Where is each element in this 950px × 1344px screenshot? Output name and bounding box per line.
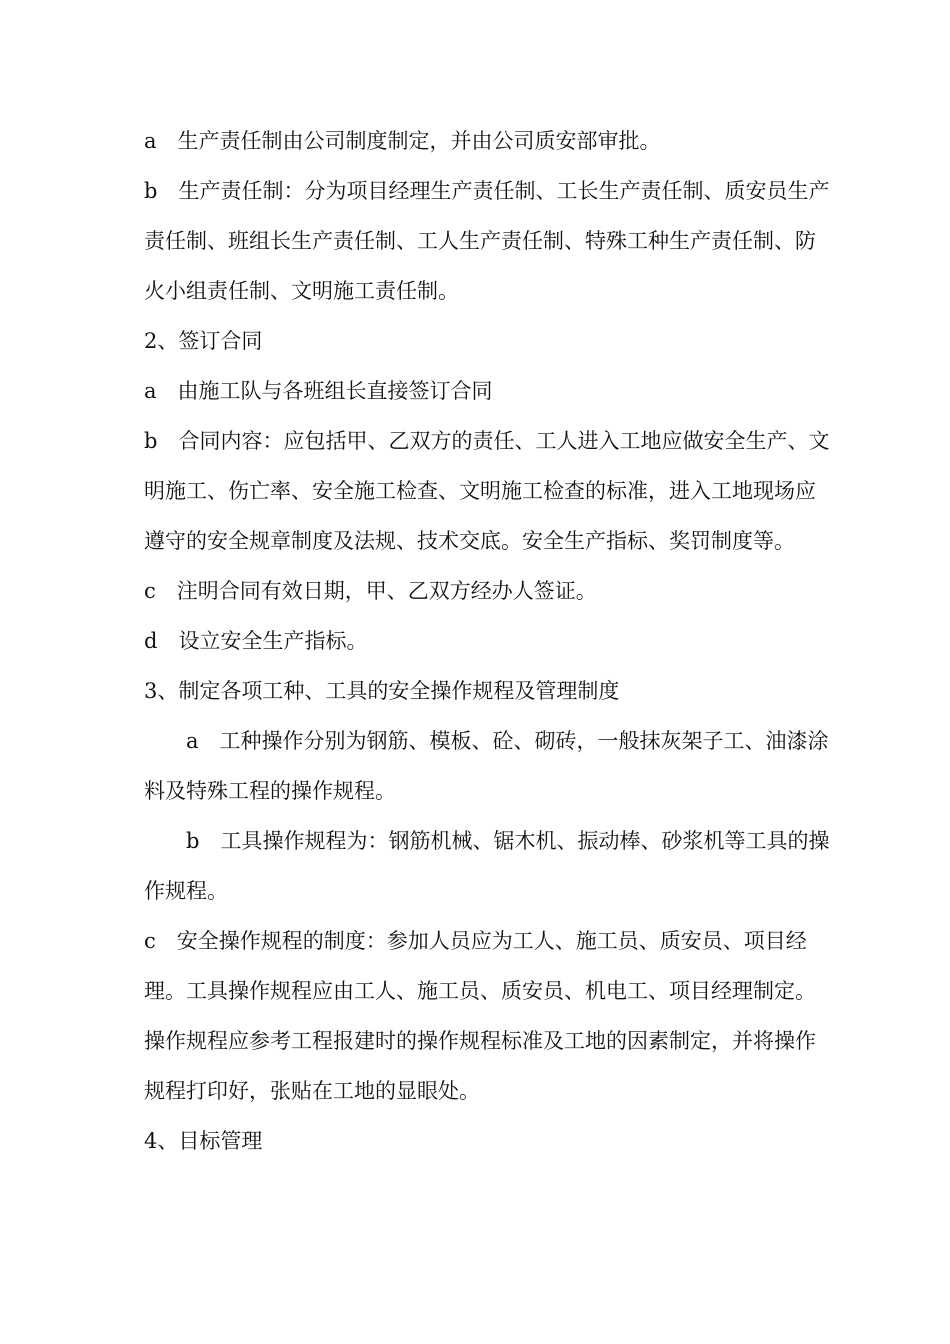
paragraph-b-contract-content: b 合同内容：应包括甲、乙双方的责任、工人进入工地应做安全生产、文明施工、伤亡率、安全施工检查、文明施工检查的标准，进入工地现场应遵守的安全规章制度及法规、技术交底。安全生产指标、奖罚制度等。 — [144, 429, 830, 553]
paragraph-a-responsibility-approval: a 生产责任制由公司制度制定，并由公司质安部审批。 — [144, 129, 661, 153]
heading-4-target-management: 4、目标管理 — [144, 1129, 263, 1153]
paragraph-c-contract-validity: c 注明合同有效日期，甲、乙双方经办人签证。 — [144, 579, 597, 603]
paragraph-c-procedure-system: c 安全操作规程的制度：参加人员应为工人、施工员、质安员、项目经理。工具操作规程应由工人、施工员、质安员、机电工、项目经理制定。操作规程应参考工程报建时的操作规程标准及工地的因素制定，并将操作规程打印好，张贴在工地的显眼处。 — [144, 929, 816, 1103]
paragraph-b-responsibility-types: b 生产责任制：分为项目经理生产责任制、工长生产责任制、质安员生产责任制、班组长生产责任制、工人生产责任制、特殊工种生产责任制、防火小组责任制、文明施工责任制。 — [144, 179, 830, 303]
heading-2-sign-contract: 2、签订合同 — [144, 329, 263, 353]
paragraph-b-tool-procedures: b 工具操作规程为：钢筋机械、锯木机、振动棒、砂浆机等工具的操作规程。 — [144, 829, 830, 903]
document-body — [144, 116, 834, 1166]
heading-3-safety-procedures: 3、制定各项工种、工具的安全操作规程及管理制度 — [144, 679, 620, 703]
paragraph-d-safety-indicators: d 设立安全生产指标。 — [144, 629, 368, 653]
paragraph-a-trade-procedures: a 工种操作分别为钢筋、模板、砼、砌砖，一般抹灰架子工、油漆涂料及特殊工程的操作规程。 — [144, 729, 829, 803]
paragraph-a-contract-signing: a 由施工队与各班组长直接签订合同 — [144, 379, 493, 403]
